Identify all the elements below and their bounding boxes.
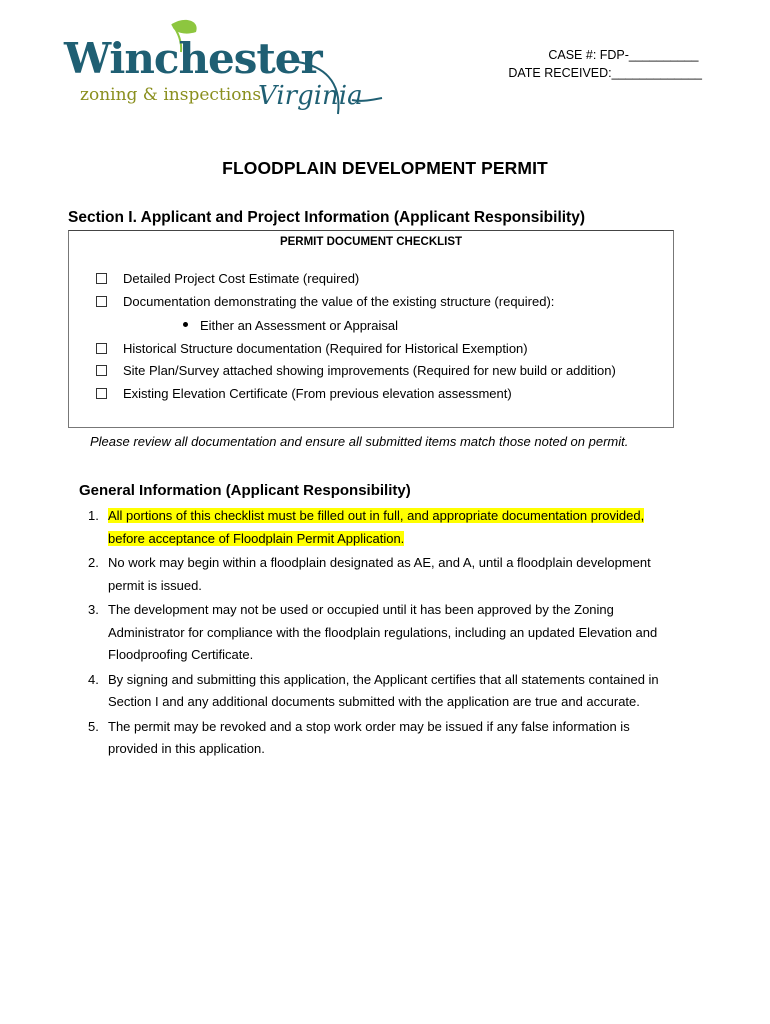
page-title: FLOODPLAIN DEVELOPMENT PERMIT: [222, 158, 548, 178]
general-info-heading: General Information (Applicant Responsibility): [79, 482, 411, 499]
checklist-item[interactable]: [96, 341, 528, 356]
item-text: Section I and any additional documents submitted with the application are true and accurate.: [108, 694, 640, 709]
review-note: Please review all documentation and ensure all submitted items match those noted on permit.: [90, 434, 629, 449]
checkbox-icon[interactable]: [96, 365, 107, 376]
checkbox-icon[interactable]: [96, 296, 107, 307]
permit-document-checklist: [68, 230, 674, 428]
item-text: Floodproofing Certificate.: [108, 647, 254, 662]
checkbox-icon[interactable]: [96, 388, 107, 399]
general-info-list: [88, 505, 718, 763]
item-number: 4.: [88, 671, 99, 687]
checklist-sub-bullet: [183, 318, 398, 333]
item-text: provided in this application.: [108, 741, 265, 756]
checklist-item-label: Detailed Project Cost Estimate (required): [123, 271, 360, 286]
list-item: [88, 716, 718, 761]
item-number: 3.: [88, 602, 99, 617]
checklist-item-label: Existing Elevation Certificate (From previous elevation assessment): [123, 386, 512, 401]
checklist-item[interactable]: [96, 294, 554, 309]
case-info: [508, 46, 702, 82]
highlighted-text: All portions of this checklist must be filled out in full, and appropriate documentation provided,: [108, 508, 645, 523]
checklist-item-label: Documentation demonstrating the value of the existing structure (required):: [123, 294, 555, 309]
item-number: 5.: [88, 718, 99, 734]
date-received[interactable]: DATE RECEIVED:_____________: [508, 66, 702, 80]
list-item: [88, 552, 718, 597]
logo-wordmark: Winchester: [64, 34, 322, 83]
section1-heading-main: Section I. Applicant and Project Information: [68, 209, 390, 226]
case-number[interactable]: CASE #: FDP-__________: [548, 48, 699, 62]
bullet-icon: [183, 322, 188, 327]
item-text: The permit may be revoked and a stop work order may be issued if any false information is: [108, 718, 630, 734]
winchester-logo: [60, 18, 390, 128]
sub-bullet-label: Either an Assessment or Appraisal: [200, 318, 398, 333]
checkbox-icon[interactable]: [96, 343, 107, 354]
item-text: permit is issued.: [108, 577, 202, 593]
list-item: [88, 505, 718, 550]
checklist-item[interactable]: [96, 386, 512, 401]
item-text: No work may begin within a floodplain designated as AE, and A, until a floodplain development: [108, 555, 651, 570]
item-number: 2.: [88, 555, 99, 570]
checklist-item-label: Historical Structure documentation (Required for Historical Exemption): [123, 341, 528, 356]
logo-tagline: zoning & inspections: [80, 85, 262, 105]
list-item: [88, 599, 718, 667]
highlighted-text: before acceptance of Floodplain Permit Application.: [108, 530, 405, 546]
item-text: Administrator for compliance with the floodplain regulations, including an updated Elevation and: [108, 624, 658, 640]
checklist-title: PERMIT DOCUMENT CHECKLIST: [279, 236, 463, 248]
section1-heading-sub: (Applicant Responsibility): [393, 209, 586, 226]
checklist-item[interactable]: [96, 271, 359, 286]
checklist-item[interactable]: [96, 363, 616, 378]
logo-graphic: [60, 18, 390, 128]
checklist-item-label: Site Plan/Survey attached showing improvements (Required for new build or addition): [123, 363, 616, 378]
checkbox-icon[interactable]: [96, 273, 107, 284]
item-number: 1.: [88, 508, 99, 523]
item-text: The development may not be used or occupied until it has been approved by the Zoning: [108, 602, 614, 617]
logo-script: Virginia: [258, 81, 363, 111]
item-text: By signing and submitting this application, the Applicant certifies that all statements contained in: [108, 671, 659, 687]
list-item: [88, 669, 718, 714]
section1-heading: [68, 209, 585, 227]
